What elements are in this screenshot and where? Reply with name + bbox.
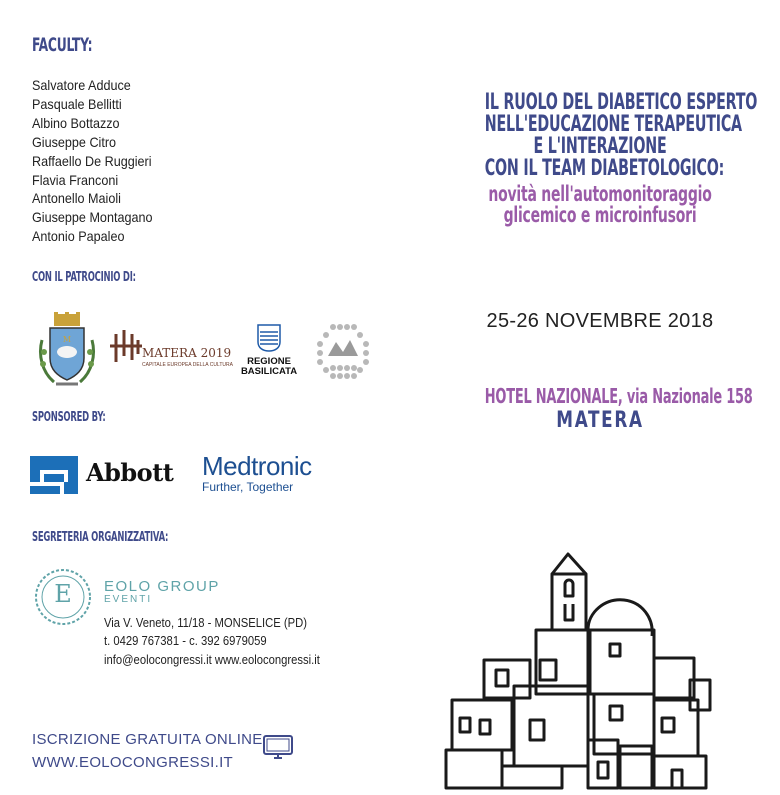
event-title-line: NELL'EDUCAZIONE TERAPEUTICA (484, 112, 742, 137)
event-venue: HOTEL NAZIONALE, via Nazionale 158 (484, 384, 753, 408)
faculty-member: Antonio Papaleo (32, 228, 125, 245)
eolo-company-name: EOLO GROUP (104, 578, 220, 595)
regione-line1: REGIONE (247, 356, 291, 367)
computer-monitor-icon (262, 734, 294, 762)
event-subtitle-line: glicemico e microinfusori (503, 203, 697, 227)
address-line: Via V. Veneto, 11/18 - MONSELICE (PD) (104, 616, 308, 630)
matera-2019-subtext: CAPITALE EUROPEA DELLA CULTURA (142, 362, 233, 368)
patronage-heading: CON IL PATROCINIO DI: (32, 270, 136, 285)
matera-city-illustration (440, 540, 740, 790)
matera-2019-text: MATERA 2019 (142, 346, 232, 360)
regione-basilicata-logo (238, 324, 300, 380)
eolo-badge-letter: E (54, 580, 72, 608)
faculty-heading: FACULTY: (32, 34, 93, 56)
event-title-line: CON IL TEAM DIABETOLOGICO: (484, 156, 725, 181)
regione-shield-icon (257, 324, 281, 352)
event-title-line: E L'INTERAZIONE (533, 134, 667, 159)
registration-line1: ISCRIZIONE GRATUITA ONLINE (32, 731, 263, 748)
faculty-member: Giuseppe Citro (32, 133, 117, 150)
event-subtitle-line: novità nell'automonitoraggio (488, 182, 712, 206)
svg-text:M: M (62, 335, 72, 344)
event-venue-block (440, 384, 760, 433)
coat-of-arms-logo (36, 310, 98, 388)
faculty-member: Giuseppe Montagano (32, 209, 153, 226)
event-title-block (440, 92, 760, 226)
medtronic-tagline: Further, Together (202, 480, 294, 494)
phone-line: t. 0429 767381 - c. 392 6979059 (104, 634, 267, 648)
sponsors-heading: SPONSORED BY: (32, 410, 106, 425)
faculty-member: Flavia Franconi (32, 171, 119, 188)
registration-url[interactable]: WWW.EOLOCONGRESSI.IT (32, 754, 234, 771)
abbott-mark-icon (30, 456, 78, 494)
eolo-group-badge (32, 566, 94, 628)
segreteria-heading: SEGRETERIA ORGANIZZATIVA: (32, 530, 169, 545)
abbott-wordmark: Abbott (86, 458, 174, 487)
faculty-member: Pasquale Bellitti (32, 95, 122, 112)
medtronic-logo (202, 452, 342, 496)
registration-block (32, 728, 263, 774)
regione-line2: BASILICATA (240, 366, 298, 377)
faculty-member: Albino Bottazzo (32, 114, 120, 131)
medtronic-wordmark: Medtronic (202, 451, 312, 481)
faculty-member: Raffaello De Ruggieri (32, 152, 152, 169)
dotted-emblem-logo (316, 322, 370, 380)
web-line: info@eolocongressi.it www.eolocongressi.it (104, 653, 320, 667)
event-city: MATERA (556, 408, 644, 433)
faculty-member: Antonello Maioli (32, 190, 121, 207)
faculty-member: Salvatore Adduce (32, 77, 131, 93)
eolo-company-sub: EVENTI (104, 594, 153, 605)
matera-2019-logo (106, 326, 241, 372)
matera-2019-mark-icon (106, 326, 146, 366)
faculty-list (32, 76, 152, 246)
abbott-logo (30, 456, 190, 494)
event-title-line: IL RUOLO DEL DIABETICO ESPERTO (484, 90, 758, 115)
event-dates: 25-26 NOVEMBRE 2018 (486, 310, 714, 332)
